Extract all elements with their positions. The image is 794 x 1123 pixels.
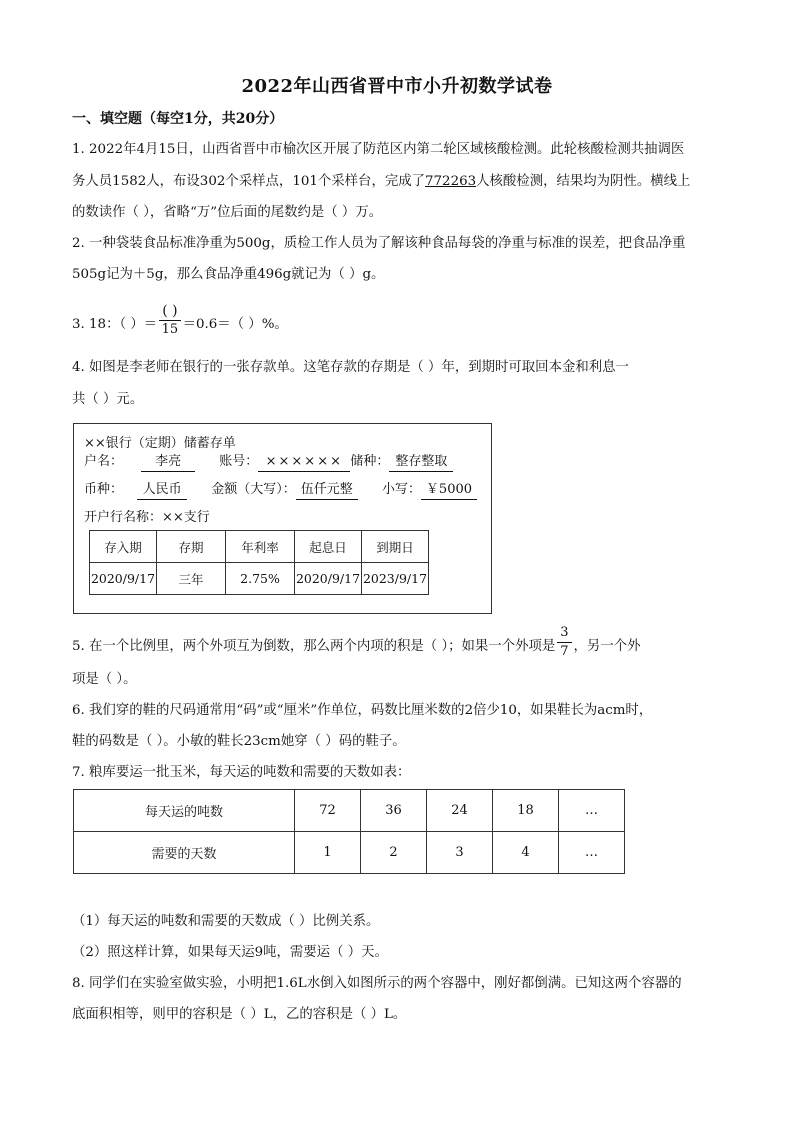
q6-line1: 6. 我们穿的鞋的尺码通常用“码”或“厘米”作单位，码数比厘米数的2倍少10，如果鞋长为acm时， <box>72 703 653 718</box>
slip-account-value: ×××××× <box>258 453 350 472</box>
slip-label: 币种： <box>84 482 124 497</box>
q5-text: ，另一个外 <box>573 639 641 654</box>
q7-line1: 7. 粮库要运一批玉米，每天运的吨数和需要的天数如表： <box>72 765 411 780</box>
slip-row-amount <box>84 478 477 500</box>
slip-currency-value: 人民币 <box>137 481 187 500</box>
grain-table <box>73 789 625 874</box>
slip-label: 金额（大写）： <box>211 482 296 497</box>
section-heading: 一、填空题（每空1分，共20分） <box>72 111 284 127</box>
slip-label: 账号： <box>219 454 259 469</box>
fraction-denominator: 15 <box>161 322 179 337</box>
q1-text: 人核酸检测，结果均为阴性。横线上 <box>476 174 691 189</box>
q8-line1: 8. 同学们在实验室做实验，小明把1.6L水倒入如图所示的两个容器中，刚好都倒满。已知这两个容器的 <box>72 976 682 991</box>
table-row <box>74 832 625 874</box>
q3-fraction <box>159 302 180 339</box>
table-header-cell: 存期 <box>157 531 226 563</box>
q7-sub2: （2）照这样计算，如果每天运9吨，需要运（ ）天。 <box>72 945 388 960</box>
q3-line <box>72 303 724 343</box>
table-cell: … <box>559 832 625 874</box>
table-header-cell: 到期日 <box>362 531 429 563</box>
slip-table <box>89 530 429 595</box>
table-cell: … <box>559 790 625 832</box>
table-cell: 1 <box>295 832 361 874</box>
table-cell: 需要的天数 <box>74 832 295 874</box>
slip-title: ××银行（定期）储蓄存单 <box>84 436 236 451</box>
slip-branch: 开户行名称：××支行 <box>84 510 210 525</box>
q2-line1: 2. 一种袋装食品标准净重为500g，质检工作人员为了解该种食品每袋的净重与标准的误差，把食品净重 <box>72 236 686 251</box>
page-title: 2022年山西省晋中市小升初数学试卷 <box>241 76 553 97</box>
fraction-numerator: 3 <box>557 624 571 643</box>
q6-line2: 鞋的码数是（ ）。小敏的鞋长23cm她穿（ ）码的鞋子。 <box>72 734 406 749</box>
q1-line1: 1. 2022年4月15日，山西省晋中市榆次区开展了防范区内第二轮区域核酸检测。此轮核酸检测共抽调医 <box>72 142 685 157</box>
table-cell: 2020/9/17 <box>295 563 362 595</box>
q3-suffix: ＝0.6＝（ ）%。 <box>182 317 288 332</box>
q5-fraction <box>557 624 571 661</box>
q7-sub1: （1）每天运的吨数和需要的天数成（ ）比例关系。 <box>72 914 380 929</box>
table-cell: 18 <box>493 790 559 832</box>
slip-name-value: 李亮 <box>141 453 195 472</box>
slip-amount-big-value: 伍仟元整 <box>296 481 358 500</box>
table-cell: 4 <box>493 832 559 874</box>
q4-line1: 4. 如图是李老师在银行的一张存款单。这笔存款的存期是（ ）年，到期时可取回本金和利息一 <box>72 360 629 375</box>
table-cell: 36 <box>361 790 427 832</box>
q2-line2: 505g记为＋5g，那么食品净重496g就记为（ ）g。 <box>72 267 385 282</box>
table-header-cell: 年利率 <box>226 531 295 563</box>
q4-line2: 共（ ）元。 <box>72 392 144 407</box>
table-row <box>74 790 625 832</box>
q1-text: 务人员1582人，布设302个采样点，101个采样台，完成了 <box>72 174 426 189</box>
q3-prefix: 3. 18：（ ）＝ <box>72 317 158 332</box>
slip-type-value: 整存整取 <box>389 453 453 472</box>
table-cell: 24 <box>427 790 493 832</box>
table-cell: 三年 <box>157 563 226 595</box>
slip-label: 储种： <box>350 454 390 469</box>
table-cell: 2.75% <box>226 563 295 595</box>
table-cell: 2020/9/17 <box>90 563 157 595</box>
q8-line2: 底面积相等，则甲的容积是（ ）L，乙的容积是（ ）L。 <box>72 1007 407 1022</box>
fraction-numerator: ( ) <box>159 302 180 321</box>
table-cell: 2023/9/17 <box>362 563 429 595</box>
slip-label: 小写： <box>381 482 421 497</box>
table-row <box>90 563 429 595</box>
q1-line2 <box>72 166 724 198</box>
fraction-denominator: 7 <box>560 644 569 659</box>
q5-text: 5. 在一个比例里，两个外项互为倒数，那么两个内项的积是（ ）；如果一个外项是 <box>72 639 556 654</box>
table-cell: 2 <box>361 832 427 874</box>
q5-line1 <box>72 625 724 665</box>
q1-underlined-number: 772263 <box>425 174 477 189</box>
table-cell: 3 <box>427 832 493 874</box>
slip-amount-small-value: ￥5000 <box>421 481 477 500</box>
q5-line2: 项是（ ）。 <box>72 672 137 687</box>
slip-row-name <box>84 450 453 472</box>
table-row <box>90 531 429 563</box>
deposit-slip <box>73 423 492 614</box>
table-header-cell: 起息日 <box>295 531 362 563</box>
table-cell: 每天运的吨数 <box>74 790 295 832</box>
table-cell: 72 <box>295 790 361 832</box>
table-header-cell: 存入期 <box>90 531 157 563</box>
q1-line3: 的数读作（ ），省略“万”位后面的尾数约是（ ）万。 <box>72 205 383 220</box>
slip-label: 户名： <box>84 454 124 469</box>
